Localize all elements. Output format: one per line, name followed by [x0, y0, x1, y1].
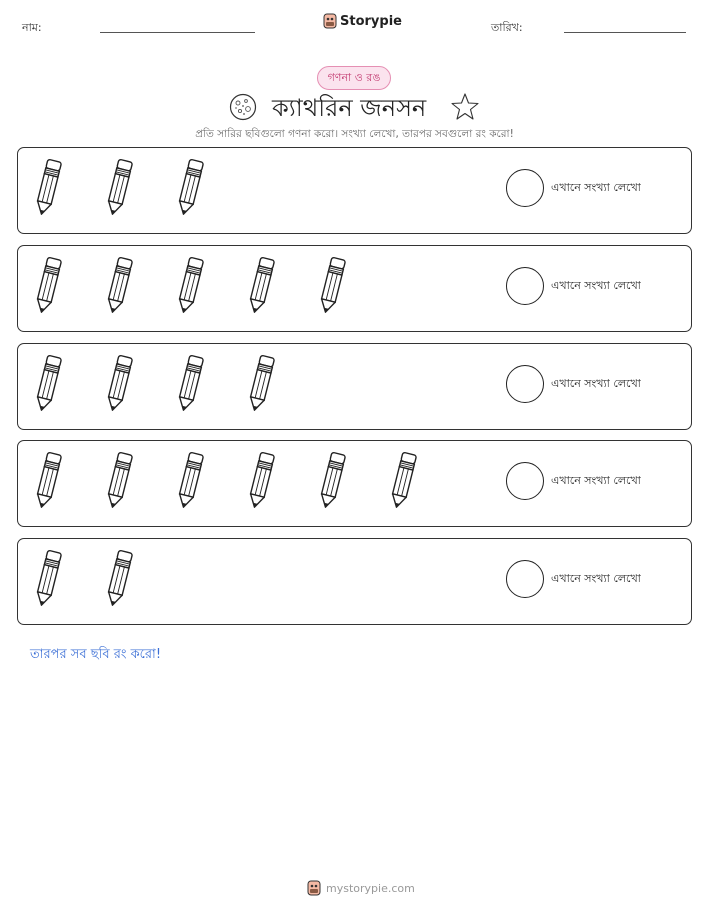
footer-url[interactable]: mystorypie.com: [326, 881, 415, 895]
answer-label: এখানে সংখ্যা লেখো: [551, 279, 641, 292]
title-row: [0, 90, 709, 124]
storypie-mascot-icon: [323, 13, 337, 29]
pencil-icon: [243, 255, 279, 317]
answer-label: এখানে সংখ্যা লেখো: [551, 572, 641, 585]
instructions-text: প্রতি সারির ছবিগুলো গণনা করো। সংখ্যা লেখো, তারপর সবগুলো রং করো!: [195, 128, 514, 140]
star-icon: [450, 92, 480, 122]
pencil-icon: [101, 353, 137, 415]
brand-name: Storypie: [340, 13, 402, 29]
storypie-mascot-icon: [307, 880, 321, 896]
pencil-icon: [314, 450, 350, 512]
pencil-icon: [30, 548, 66, 610]
count-row: [17, 440, 692, 527]
answer-circle[interactable]: [506, 169, 544, 207]
pencil-icon: [243, 353, 279, 415]
pencil-icon: [243, 450, 279, 512]
pencil-icon: [101, 450, 137, 512]
pencil-icon: [172, 450, 208, 512]
pencil-icon: [30, 353, 66, 415]
name-line[interactable]: [100, 32, 255, 33]
pencil-icon: [172, 353, 208, 415]
count-row: [17, 343, 692, 430]
count-row: [17, 147, 692, 234]
pencil-icon: [172, 255, 208, 317]
pencil-icon: [30, 450, 66, 512]
pencil-icon: [101, 255, 137, 317]
date-label: তারিখ:: [491, 21, 523, 34]
pencil-icon: [30, 157, 66, 219]
count-row: [17, 245, 692, 332]
count-row: [17, 538, 692, 625]
page-title: ক্যাথরিন জনসন: [272, 94, 427, 122]
answer-label: এখানে সংখ্যা লেখো: [551, 181, 641, 194]
pencil-icon: [314, 255, 350, 317]
color-note: তারপর সব ছবি রং করো!: [30, 647, 162, 662]
name-label: নাম:: [22, 21, 42, 34]
answer-circle[interactable]: [506, 560, 544, 598]
footer: [307, 880, 415, 896]
pencil-icon: [385, 450, 421, 512]
answer-circle[interactable]: [506, 365, 544, 403]
pencil-icon: [172, 157, 208, 219]
answer-circle[interactable]: [506, 267, 544, 305]
answer-circle[interactable]: [506, 462, 544, 500]
pencil-icon: [101, 157, 137, 219]
moon-icon: [229, 93, 257, 121]
pencil-icon: [30, 255, 66, 317]
date-line[interactable]: [564, 32, 686, 33]
storypie-logo: [323, 13, 402, 29]
pencil-icon: [101, 548, 137, 610]
answer-label: এখানে সংখ্যা লেখো: [551, 474, 641, 487]
category-badge: গণনা ও রঙ: [317, 66, 391, 90]
answer-label: এখানে সংখ্যা লেখো: [551, 377, 641, 390]
